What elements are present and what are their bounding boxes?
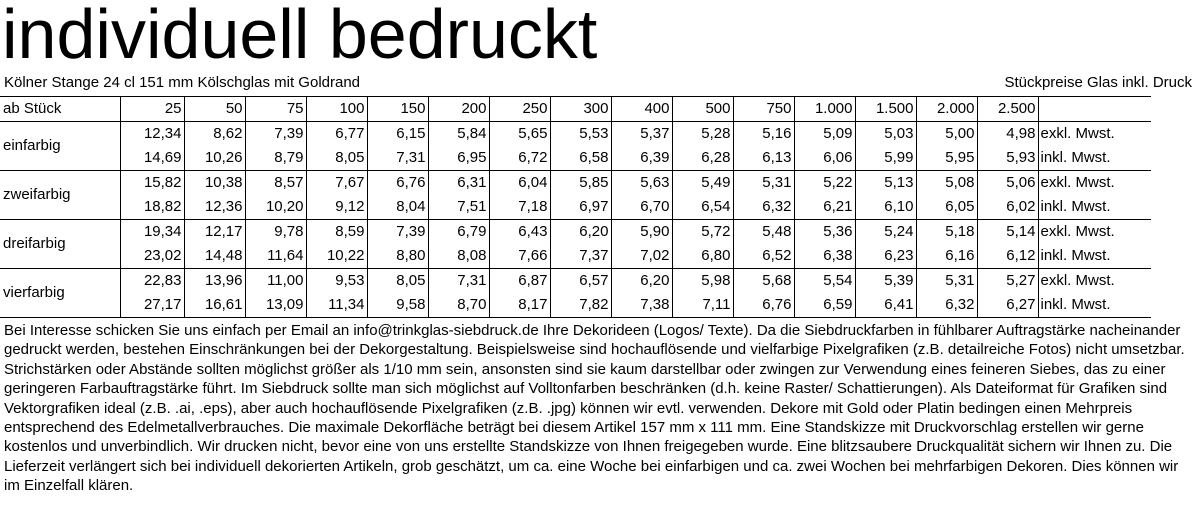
price-cell: 5,16 — [733, 122, 794, 147]
price-cell: 13,09 — [245, 293, 306, 318]
price-cell: 16,61 — [184, 293, 245, 318]
price-cell: 6,06 — [794, 146, 855, 171]
price-cell: 11,34 — [306, 293, 367, 318]
table-row — [0, 220, 1151, 245]
price-table — [0, 96, 1151, 318]
price-cell: 12,17 — [184, 220, 245, 245]
price-cell: 5,68 — [733, 269, 794, 294]
qty-header: 500 — [672, 97, 733, 122]
price-cell: 6,41 — [855, 293, 916, 318]
price-cell: 14,69 — [120, 146, 184, 171]
price-cell: 6,57 — [550, 269, 611, 294]
price-cell: 8,79 — [245, 146, 306, 171]
price-cell: 6,76 — [367, 171, 428, 196]
table-row — [0, 244, 1151, 269]
price-cell: 6,12 — [977, 244, 1038, 269]
table-row — [0, 146, 1151, 171]
price-cell: 8,04 — [367, 195, 428, 220]
price-cell: 6,97 — [550, 195, 611, 220]
price-cell: 5,27 — [977, 269, 1038, 294]
price-cell: 9,53 — [306, 269, 367, 294]
price-cell: 19,34 — [120, 220, 184, 245]
price-cell: 6,16 — [916, 244, 977, 269]
price-cell: 22,83 — [120, 269, 184, 294]
price-cell: 6,20 — [611, 269, 672, 294]
table-row — [0, 122, 1151, 147]
price-cell: 6,15 — [367, 122, 428, 147]
price-cell: 8,62 — [184, 122, 245, 147]
page-title: individuell bedruckt — [2, 0, 598, 73]
price-cell: 5,14 — [977, 220, 1038, 245]
qty-header: 100 — [306, 97, 367, 122]
price-cell: 8,08 — [428, 244, 489, 269]
price-cell: 7,31 — [367, 146, 428, 171]
table-row — [0, 195, 1151, 220]
price-cell: 7,37 — [550, 244, 611, 269]
price-cell: 6,77 — [306, 122, 367, 147]
header-label: ab Stück — [0, 97, 120, 122]
qty-header: 75 — [245, 97, 306, 122]
price-cell: 10,22 — [306, 244, 367, 269]
price-cell: 9,12 — [306, 195, 367, 220]
tax-label: exkl. Mwst. — [1038, 171, 1151, 196]
header-empty-cell — [1038, 97, 1151, 122]
price-cell: 11,64 — [245, 244, 306, 269]
qty-header: 2.000 — [916, 97, 977, 122]
price-cell: 8,57 — [245, 171, 306, 196]
price-cell: 23,02 — [120, 244, 184, 269]
price-cell: 9,58 — [367, 293, 428, 318]
price-cell: 8,70 — [428, 293, 489, 318]
price-cell: 5,06 — [977, 171, 1038, 196]
price-cell: 5,31 — [916, 269, 977, 294]
price-cell: 5,85 — [550, 171, 611, 196]
qty-header: 150 — [367, 97, 428, 122]
color-variant-label: zweifarbig — [0, 171, 120, 220]
price-cell: 5,03 — [855, 122, 916, 147]
price-cell: 6,59 — [794, 293, 855, 318]
price-cell: 7,31 — [428, 269, 489, 294]
tax-label: inkl. Mwst. — [1038, 146, 1151, 171]
price-cell: 7,38 — [611, 293, 672, 318]
price-cell: 5,24 — [855, 220, 916, 245]
tax-label: exkl. Mwst. — [1038, 269, 1151, 294]
price-cell: 5,08 — [916, 171, 977, 196]
price-cell: 5,09 — [794, 122, 855, 147]
price-cell: 5,22 — [794, 171, 855, 196]
price-cell: 8,59 — [306, 220, 367, 245]
price-cell: 14,48 — [184, 244, 245, 269]
price-cell: 7,39 — [367, 220, 428, 245]
price-cell: 6,04 — [489, 171, 550, 196]
qty-header: 1.500 — [855, 97, 916, 122]
qty-header: 750 — [733, 97, 794, 122]
price-cell: 6,58 — [550, 146, 611, 171]
price-cell: 5,90 — [611, 220, 672, 245]
price-cell: 5,63 — [611, 171, 672, 196]
table-row — [0, 269, 1151, 294]
price-cell: 6,21 — [794, 195, 855, 220]
tax-label: inkl. Mwst. — [1038, 244, 1151, 269]
qty-header: 1.000 — [794, 97, 855, 122]
price-cell: 6,43 — [489, 220, 550, 245]
price-cell: 7,82 — [550, 293, 611, 318]
price-cell: 13,96 — [184, 269, 245, 294]
price-cell: 7,66 — [489, 244, 550, 269]
tax-label: inkl. Mwst. — [1038, 195, 1151, 220]
price-cell: 6,79 — [428, 220, 489, 245]
price-cell: 6,20 — [550, 220, 611, 245]
price-cell: 10,26 — [184, 146, 245, 171]
price-cell: 8,05 — [367, 269, 428, 294]
price-cell: 6,32 — [916, 293, 977, 318]
price-cell: 5,95 — [916, 146, 977, 171]
tax-label: exkl. Mwst. — [1038, 122, 1151, 147]
price-cell: 6,95 — [428, 146, 489, 171]
color-variant-label: einfarbig — [0, 122, 120, 171]
price-cell: 7,02 — [611, 244, 672, 269]
color-variant-label: dreifarbig — [0, 220, 120, 269]
price-cell: 5,65 — [489, 122, 550, 147]
price-cell: 5,31 — [733, 171, 794, 196]
price-cell: 6,70 — [611, 195, 672, 220]
price-cell: 10,38 — [184, 171, 245, 196]
price-cell: 5,36 — [794, 220, 855, 245]
price-cell: 7,11 — [672, 293, 733, 318]
price-cell: 8,05 — [306, 146, 367, 171]
price-cell: 15,82 — [120, 171, 184, 196]
qty-header: 300 — [550, 97, 611, 122]
price-cell: 6,52 — [733, 244, 794, 269]
price-cell: 5,54 — [794, 269, 855, 294]
price-cell: 5,39 — [855, 269, 916, 294]
table-row — [0, 293, 1151, 318]
price-cell: 6,72 — [489, 146, 550, 171]
price-cell: 11,00 — [245, 269, 306, 294]
price-cell: 5,99 — [855, 146, 916, 171]
price-cell: 6,02 — [977, 195, 1038, 220]
qty-header: 200 — [428, 97, 489, 122]
price-cell: 4,98 — [977, 122, 1038, 147]
info-paragraph: Bei Interesse schicken Sie uns einfach per Email an info@trinkglas-siebdruck.de Ihre Dekorideen (Logos/ Texte). Da die Siebdruckfarben in fühlbarer Auftragstärke nacheinander gedruckt werden, bestehen Einschränkungen bei der Dekorgestaltung. Beispielsweise sind hochauflösende und vielfarbige Pixelgrafiken (z.B. detailreiche Fotos) nicht umsetzbar. Strichstärken oder Abstände sollten möglichst größer als 1/10 mm sein, ansonsten sind sie kaum darstellbar oder zwingen zur Verwendung eines feineren Siebes, das zu einer geringeren Farbauftragstärke führt. Im Siebdruck sollte man sich möglichst auf Volltonfarben beschränken (d.h. keine Raster/ Schattierungen). Als Dateiformat für Grafiken sind Vektorgrafiken ideal (z.B. .ai, .eps), aber auch hochauflösende Pixelgrafiken (z.B. .jpg) können wir evtl. verwenden. Dekore mit Gold oder Platin bedingen einen Mehrpreis entsprechend des Edelmetallverbrauches. Die maximale Dekorfläche beträgt bei diesem Artikel 157 mm x 111 mm. Eine Standskizze mit Druckvorschlag erstellen wir gerne kostenlos und unverbindlich. Wir drucken nicht, bevor eine von uns erstellte Standskizze von Ihnen freigegeben wurde. Eine blitzsaubere Druckqualität sichern wir Ihnen zu. Die Lieferzeit verlängert sich bei individuell dekorierten Artikeln, grob geschätzt, um ca. eine Woche bei einfarbigen und ca. zwei Wochen bei mehrfarbigen Dekoren. Dies können wir im Einzelfall klären. — [4, 322, 1185, 495]
price-cell: 9,78 — [245, 220, 306, 245]
price-cell: 6,76 — [733, 293, 794, 318]
price-cell: 6,05 — [916, 195, 977, 220]
price-cell: 6,28 — [672, 146, 733, 171]
qty-header: 25 — [120, 97, 184, 122]
price-cell: 7,18 — [489, 195, 550, 220]
qty-header: 50 — [184, 97, 245, 122]
price-cell: 6,13 — [733, 146, 794, 171]
price-cell: 5,18 — [916, 220, 977, 245]
header-row — [0, 97, 1151, 122]
price-cell: 6,54 — [672, 195, 733, 220]
price-cell: 5,53 — [550, 122, 611, 147]
price-cell: 5,13 — [855, 171, 916, 196]
qty-header: 250 — [489, 97, 550, 122]
price-cell: 8,80 — [367, 244, 428, 269]
price-cell: 5,98 — [672, 269, 733, 294]
price-cell: 10,20 — [245, 195, 306, 220]
table-row — [0, 171, 1151, 196]
product-description: Kölner Stange 24 cl 151 mm Kölschglas mit Goldrand — [4, 74, 361, 91]
price-cell: 5,84 — [428, 122, 489, 147]
price-cell: 7,67 — [306, 171, 367, 196]
price-cell: 12,36 — [184, 195, 245, 220]
price-cell: 12,34 — [120, 122, 184, 147]
price-cell: 6,87 — [489, 269, 550, 294]
price-cell: 6,32 — [733, 195, 794, 220]
tax-label: exkl. Mwst. — [1038, 220, 1151, 245]
price-cell: 18,82 — [120, 195, 184, 220]
price-cell: 6,27 — [977, 293, 1038, 318]
price-cell: 5,00 — [916, 122, 977, 147]
price-cell: 6,23 — [855, 244, 916, 269]
price-cell: 6,31 — [428, 171, 489, 196]
price-cell: 5,48 — [733, 220, 794, 245]
price-cell: 5,37 — [611, 122, 672, 147]
color-variant-label: vierfarbig — [0, 269, 120, 318]
price-cell: 7,39 — [245, 122, 306, 147]
price-cell: 8,17 — [489, 293, 550, 318]
price-cell: 5,93 — [977, 146, 1038, 171]
price-cell: 5,49 — [672, 171, 733, 196]
qty-header: 2.500 — [977, 97, 1038, 122]
price-cell: 5,72 — [672, 220, 733, 245]
price-cell: 27,17 — [120, 293, 184, 318]
price-cell: 5,28 — [672, 122, 733, 147]
price-cell: 6,39 — [611, 146, 672, 171]
qty-header: 400 — [611, 97, 672, 122]
price-cell: 7,51 — [428, 195, 489, 220]
price-note: Stückpreise Glas inkl. Druck — [1004, 74, 1192, 91]
price-cell: 6,38 — [794, 244, 855, 269]
price-cell: 6,10 — [855, 195, 916, 220]
price-cell: 6,80 — [672, 244, 733, 269]
tax-label: inkl. Mwst. — [1038, 293, 1151, 318]
